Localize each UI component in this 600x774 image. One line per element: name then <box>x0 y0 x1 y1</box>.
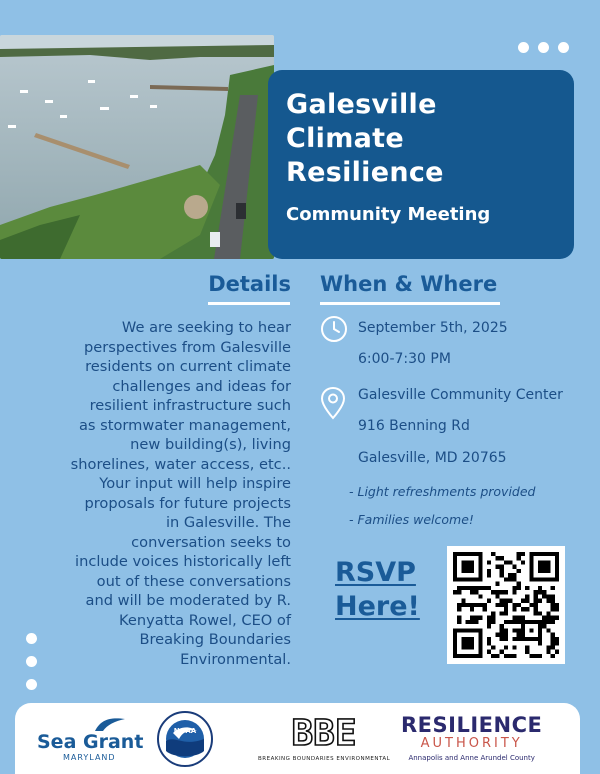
decorative-dots-top <box>518 42 569 53</box>
venue-street: 916 Benning Rd <box>358 418 470 434</box>
sponsor-footer <box>15 703 580 774</box>
note-refreshments: - Light refreshments provided <box>349 484 536 499</box>
rsvp-link[interactable]: RSVP Here! <box>335 557 420 622</box>
event-time: 6:00-7:30 PM <box>358 351 451 367</box>
resilience-authority-logo: RESILIENCE AUTHORITY Annapolis and Anne Arundel County <box>401 713 543 762</box>
venue-city: Galesville, MD 20765 <box>358 450 507 466</box>
event-date: September 5th, 2025 <box>358 320 508 336</box>
details-text: We are seeking to hear perspectives from Galesville residents on current climate challenges and ideas for resilient infrastructure such as stormwater management, new building(s), living shorelines, water access, etc.. Your input will help inspire proposals for future projects in Galesville. The conversation seeks to include voices historically left out of these conversations and will be moderated by R. Kenyatta Rowel, CEO of Breaking Boundaries Environmental. <box>70 319 291 668</box>
svg-text:BBE: BBE <box>291 713 357 750</box>
location-pin-icon <box>320 386 346 424</box>
title-box <box>268 70 574 259</box>
event-title: Galesville Climate Resilience <box>286 89 444 188</box>
clock-icon <box>320 315 348 347</box>
when-where-underline <box>320 302 500 305</box>
aerial-photo <box>0 35 274 259</box>
details-underline <box>208 302 290 305</box>
sea-grant-logo: Sea Grant MARYLAND <box>37 717 143 762</box>
details-heading: Details <box>208 272 291 296</box>
svg-text:NOAA: NOAA <box>173 727 197 735</box>
venue-name: Galesville Community Center <box>358 387 563 403</box>
when-where-heading: When & Where <box>320 272 498 296</box>
noaa-logo <box>157 711 213 771</box>
sea-grant-wave-icon <box>93 715 127 733</box>
qr-code[interactable] <box>447 546 565 664</box>
decorative-dots-left <box>26 633 37 690</box>
bbe-logo: BBE BREAKING BOUNDARIES ENVIRONMENTAL <box>258 713 391 762</box>
event-subtitle: Community Meeting <box>286 204 491 225</box>
note-families: - Families welcome! <box>349 512 474 527</box>
